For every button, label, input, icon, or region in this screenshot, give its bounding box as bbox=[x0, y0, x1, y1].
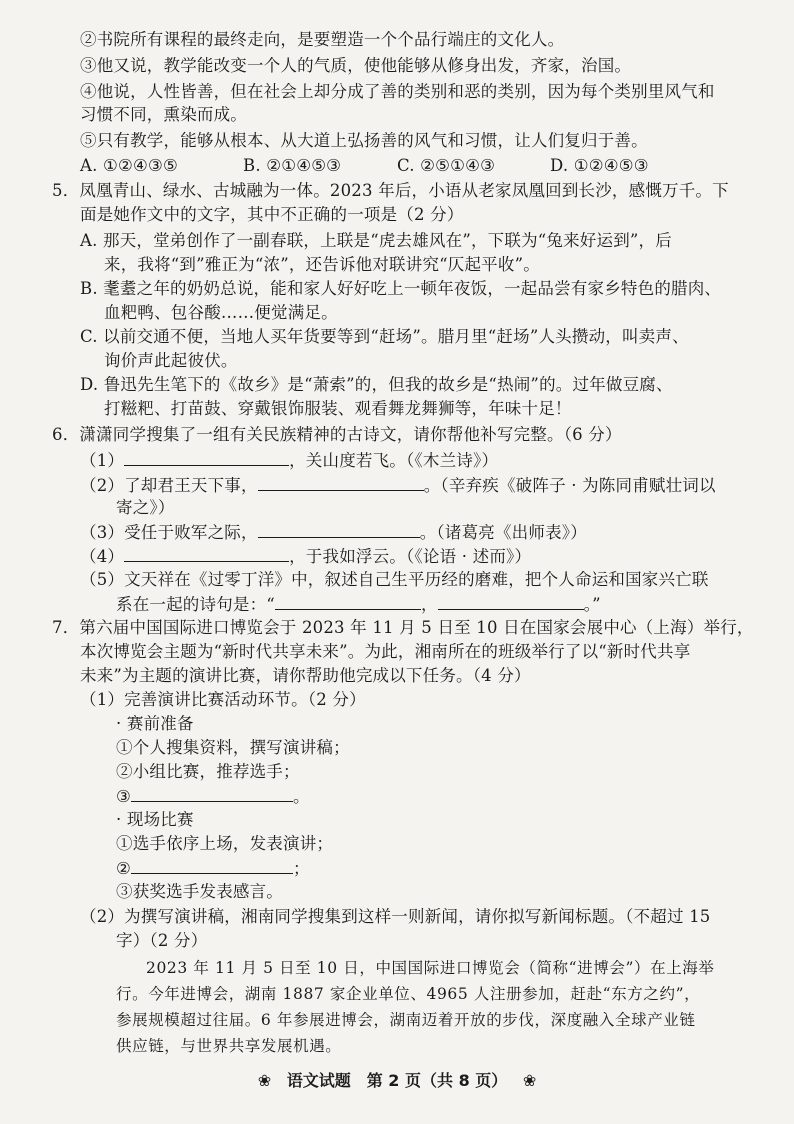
q7-prep-step-3-number: ③ bbox=[116, 787, 131, 806]
q4-option-b: B. ②①④⑤③ bbox=[243, 156, 342, 175]
q5-stem-line1: 5．凤凰青山、绿水、古城融为一体。2023 年后，小语从老家凤凰回到长沙，感慨万千。下 bbox=[52, 181, 729, 200]
q4-option-a: A. ①②④③⑤ bbox=[80, 156, 178, 175]
q7-prep-heading: · 赛前准备 bbox=[116, 714, 194, 733]
q6-item-2-line2: 寄之》） bbox=[116, 498, 175, 517]
q6-item-2 bbox=[80, 474, 716, 497]
q6-item-4-number: （4） bbox=[80, 547, 125, 566]
q7-news-line1: 2023 年 11 月 5 日至 10 日，中国国际进口博览会（简称“进博会”）在上海举 bbox=[146, 959, 715, 977]
q7-prep-step-3-blank[interactable] bbox=[131, 785, 293, 802]
q5-option-d-line2: 打糍粑、打苗鼓、穿戴银饰服装、观看舞龙舞狮等，年味十足！ bbox=[104, 399, 572, 418]
q6-item-2-number: （2） bbox=[80, 476, 125, 495]
q6-item-5-line2 bbox=[116, 593, 601, 616]
flower-icon: ❀ bbox=[257, 1071, 272, 1090]
q6-item-5-line2-prefix: 系在一起的诗句是：“ bbox=[116, 595, 275, 614]
q6-item-1 bbox=[80, 449, 498, 472]
q6-item-1-blank[interactable] bbox=[124, 449, 289, 466]
q5-stem-line2: 面是她作文中的文字，其中不正确的一项是（2 分） bbox=[80, 205, 464, 224]
q7-part2-line1: （2）为撰写演讲稿，湘南同学搜集到这样一则新闻，请你拟写新闻标题。（不超过 15 bbox=[80, 907, 711, 926]
q6-item-5-line2-comma: ， bbox=[420, 595, 438, 614]
q7-news-line2: 行。今年进博会，湖南 1887 家企业单位、4965 人注册参加，赶赴“东方之约”， bbox=[116, 985, 701, 1003]
flower-icon: ❀ bbox=[522, 1071, 537, 1090]
q7-live-step-1: ①选手依序上场，发表演讲； bbox=[116, 834, 334, 853]
q6-item-5-line2-suffix: 。” bbox=[583, 595, 601, 614]
q4-sentence-2: ②书院所有课程的最终走向，是要塑造一个个品行端庄的文化人。 bbox=[80, 30, 565, 49]
q7-prep-step-3-end: 。 bbox=[293, 787, 310, 806]
q7-live-step-2 bbox=[116, 857, 310, 880]
q5-option-b-line1: B. 耄耋之年的奶奶总说，能和家人好好吃上一顿年夜饭，一起品尝有家乡特色的腊肉、 bbox=[80, 279, 722, 298]
page-footer bbox=[0, 1070, 794, 1092]
q6-item-5-blank-1[interactable] bbox=[275, 593, 421, 610]
q4-sentence-4-line2: 习惯不同，熏染而成。 bbox=[80, 105, 247, 124]
q6-item-3-blank[interactable] bbox=[258, 521, 420, 538]
q6-item-3-number: （3） bbox=[80, 523, 125, 542]
q6-item-2-prefix: 了却君王天下事， bbox=[124, 476, 258, 495]
q6-item-4-blank[interactable] bbox=[124, 545, 289, 562]
q6-item-5-line1 bbox=[80, 569, 709, 591]
q6-item-1-text: ，关山度若飞。（《木兰诗》） bbox=[289, 451, 499, 470]
q7-live-step-2-blank[interactable] bbox=[131, 857, 293, 874]
q5-option-b-line2: 血粑鸭、包谷酸……便觉满足。 bbox=[104, 303, 338, 322]
q7-live-step-2-end: ； bbox=[293, 859, 310, 878]
q6-item-3-suffix: 。（诸葛亮《出师表》） bbox=[419, 523, 587, 542]
q5-option-c-line2: 询价声此起彼伏。 bbox=[104, 351, 238, 370]
q7-prep-step-1: ①个人搜集资料，撰写演讲稿； bbox=[116, 738, 350, 757]
footer-text: 语文试题 第 2 页（共 8 页） bbox=[286, 1071, 508, 1090]
q5-option-a-line2: 来，我将“到”雅正为“浓”，还告诉他对联讲究“仄起平收”。 bbox=[104, 255, 540, 274]
q7-part1-heading: （1）完善演讲比赛活动环节。（2 分） bbox=[80, 690, 366, 709]
q6-item-5-number: （5） bbox=[80, 570, 125, 589]
q7-part2-line2: 字）（2 分） bbox=[116, 931, 208, 950]
q6-item-3-prefix: 受任于败军之际， bbox=[124, 523, 258, 542]
q6-item-2-blank[interactable] bbox=[258, 474, 424, 491]
q7-stem-line1: 7．第六届中国国际进口博览会于 2023 年 11 月 5 日至 10 日在国家会展中心（上海）举行， bbox=[52, 618, 754, 637]
q7-live-heading: · 现场比赛 bbox=[116, 810, 194, 829]
q6-stem: 6．潇潇同学搜集了一组有关民族精神的古诗文，请你帮他补写完整。（6 分） bbox=[52, 425, 622, 444]
q4-sentence-4-line1: ④他说，人性皆善，但在社会上却分成了善的类别和恶的类别，因为每个类别里风气和 bbox=[80, 82, 715, 101]
q6-item-4-text: ，于我如浮云。（《论语 · 述而》） bbox=[289, 547, 532, 566]
q5-option-c-line1: C. 以前交通不便，当地人买年货要等到“赶场”。腊月里“赶场”人头攒动，叫卖声、 bbox=[80, 327, 689, 346]
q6-item-1-number: （1） bbox=[80, 451, 125, 470]
q7-live-step-2-number: ② bbox=[116, 859, 131, 878]
q6-item-3 bbox=[80, 521, 587, 544]
q7-news-line3: 参展规模超过往届。6 年参展进博会，湖南迈着开放的步伐，深度融入全球产业链 bbox=[116, 1011, 696, 1029]
q4-sentence-5: ⑤只有教学，能够从根本、从大道上弘扬善的风气和习惯，让人们复归于善。 bbox=[80, 131, 648, 150]
q7-news-line4: 供应链，与世界共享发展机遇。 bbox=[116, 1037, 342, 1055]
q6-item-2-suffix: 。（辛弃疾《破阵子 · 为陈同甫赋壮词以 bbox=[423, 476, 716, 495]
q5-option-d-line1: D. 鲁迅先生笔下的《故乡》是“萧索”的，但我的故乡是“热闹”的。过年做豆腐、 bbox=[80, 375, 673, 394]
q6-item-5-text: 文天祥在《过零丁洋》中，叙述自己生平历经的磨难，把个人命运和国家兴亡联 bbox=[124, 570, 709, 589]
q7-stem-line3: 未来”为主题的演讲比赛，请你帮助他完成以下任务。（4 分） bbox=[80, 666, 531, 685]
q7-live-step-3: ③获奖选手发表感言。 bbox=[116, 882, 283, 901]
q4-sentence-3: ③他又说，教学能改变一个人的气质，使他能够从修身出发，齐家，治国。 bbox=[80, 56, 632, 75]
q4-option-d: D. ①②④⑤③ bbox=[550, 156, 649, 175]
q7-prep-step-3 bbox=[116, 785, 310, 808]
q4-option-c: C. ②⑤①④③ bbox=[397, 156, 496, 175]
q5-option-a-line1: A. 那天，堂弟创作了一副春联，上联是“虎去雄风在”，下联为“兔来好运到”，后 bbox=[80, 231, 672, 250]
q6-item-4 bbox=[80, 545, 531, 568]
q7-prep-step-2: ②小组比赛，推荐选手； bbox=[116, 762, 300, 781]
q6-item-5-blank-2[interactable] bbox=[438, 593, 584, 610]
q7-stem-line2: 本次博览会主题为“新时代共享未来”。为此，湘南所在的班级举行了以“新时代共享 bbox=[80, 642, 691, 661]
